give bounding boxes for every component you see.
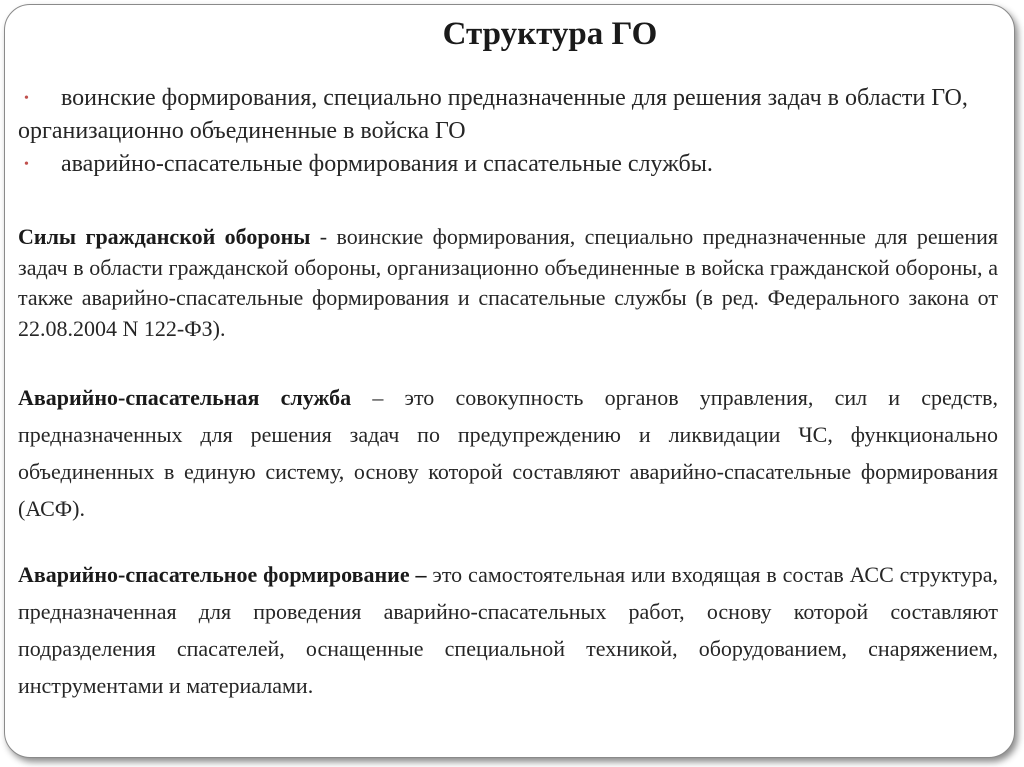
slide-title: Структура ГО xyxy=(442,16,658,52)
definition-civil-defense-forces xyxy=(18,222,998,344)
bullet-marker: • xyxy=(24,91,29,106)
definition-term: Силы гражданской обороны xyxy=(18,224,311,249)
definition-rescue-formation xyxy=(18,556,998,704)
definition-term: Аварийно-спасательное формирование – xyxy=(18,562,427,587)
bullet-text: аварийно-спасательные формирования и спасательные службы. xyxy=(61,151,713,177)
definition-text: – это совокупность органов управления, сил и средств, предназначенных для решения задач по предупреждению и ликвидации ЧС, функционально объединенных в единую систему, основу которой составляют аварийно-спасательные формирования (АСФ). xyxy=(18,385,998,521)
bullet-text: воинские формирования, специально предназначенные для решения задач в области ГО, организационно объединенные в войска ГО xyxy=(18,85,968,144)
bullet-list xyxy=(18,82,1008,181)
bullet-item xyxy=(18,82,1008,148)
definition-rescue-service xyxy=(18,379,998,527)
definition-text: - воинские формирования, специально предназначенные для решения задач в области гражданской обороны, организационно объединенные в войска гражданской обороны, а также аварийно-спасательные формирования и спасательные службы (в ред. Федерального закона от 22.08.2004 N 122-ФЗ). xyxy=(18,224,998,341)
bullet-marker: • xyxy=(24,157,29,172)
definition-term: Аварийно-спасательная служба xyxy=(18,385,352,410)
definition-text: это самостоятельная или входящая в состав АСС структура, предназначенная для проведения аварийно-спасательных работ, основу которой составляют подразделения спасателей, оснащенные специальной техникой, оборудованием, снаряжением, инструментами и материалами. xyxy=(18,562,998,698)
bullet-item xyxy=(18,148,1008,181)
